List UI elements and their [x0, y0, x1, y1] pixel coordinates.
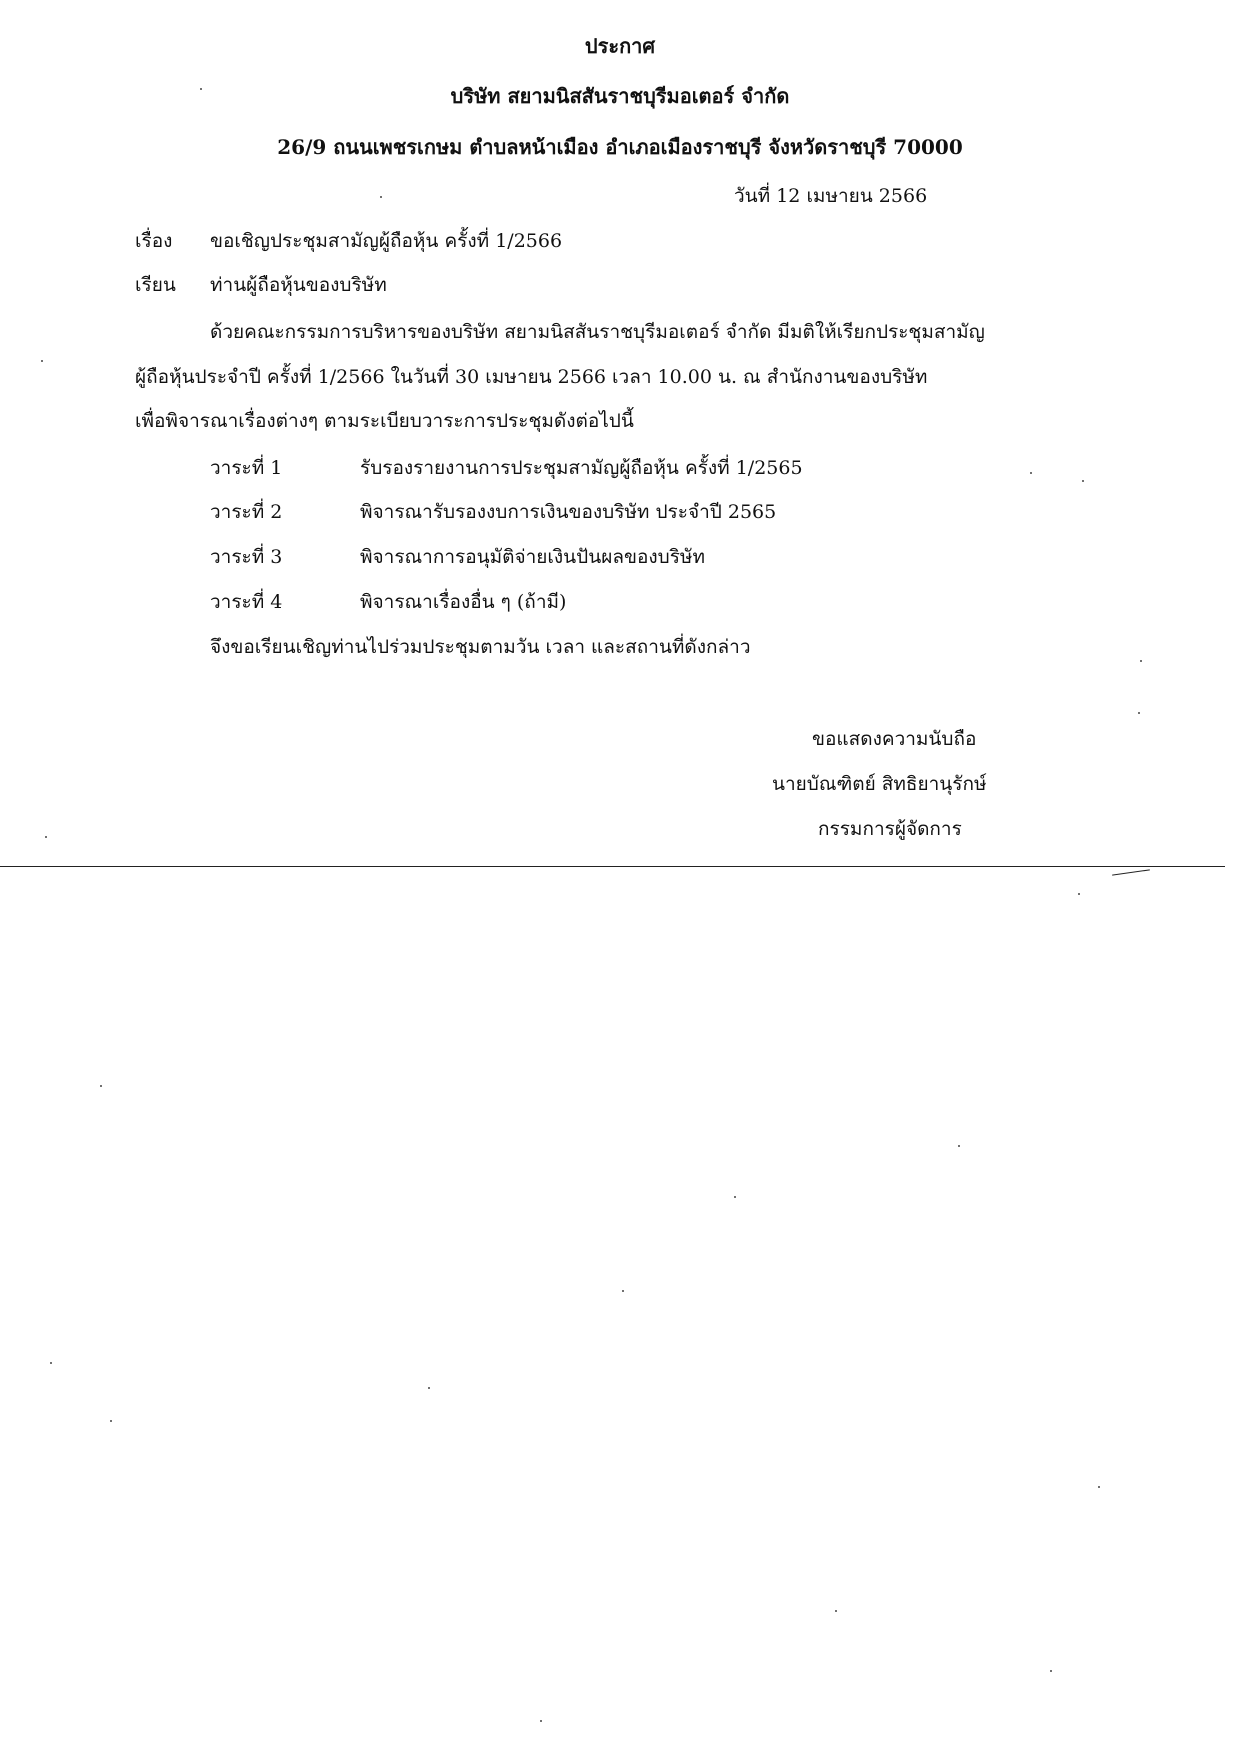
- announcement-title: ประกาศ: [584, 34, 656, 58]
- scan-speck: [835, 1610, 837, 1612]
- signature-position: กรรมการผู้จัดการ: [818, 818, 962, 840]
- recipient-label: เรียน: [135, 274, 176, 296]
- signature-regards: ขอแสดงความนับถือ: [812, 728, 977, 750]
- scan-speck: [1078, 893, 1080, 895]
- signature-name: นายบัณฑิตย์ สิทธิยานุรักษ์: [772, 773, 987, 795]
- agenda-number-4: วาระที่ 4: [210, 591, 283, 613]
- scan-speck: [1138, 712, 1140, 714]
- horizontal-divider: [0, 866, 1225, 867]
- company-name: บริษัท สยามนิสสันราชบุรีมอเตอร์ จำกัด: [450, 84, 790, 108]
- scan-speck: [45, 836, 47, 838]
- scan-speck: [200, 88, 202, 90]
- body-line-1: ด้วยคณะกรรมการบริหารของบริษัท สยามนิสสันราชบุรีมอเตอร์ จำกัด มีมติให้เรียกประชุมสามัญ: [210, 321, 985, 343]
- body-line-2: ผู้ถือหุ้นประจำปี ครั้งที่ 1/2566 ในวันที่ 30 เมษายน 2566 เวลา 10.00 น. ณ สำนักงานของบริษัท: [135, 366, 928, 388]
- agenda-text-2: พิจารณารับรองงบการเงินของบริษัท ประจำปี 2565: [360, 501, 777, 523]
- scan-speck: [1140, 660, 1142, 662]
- subject-label: เรื่อง: [135, 230, 173, 252]
- scan-speck: [1050, 1670, 1052, 1672]
- agenda-text-1: รับรองรายงานการประชุมสามัญผู้ถือหุ้น ครั้งที่ 1/2565: [360, 457, 803, 479]
- agenda-text-4: พิจารณาเรื่องอื่น ๆ (ถ้ามี): [360, 591, 567, 613]
- company-address: 26/9 ถนนเพชรเกษม ตำบลหน้าเมือง อำเภอเมืองราชบุรี จังหวัดราชบุรี 70000: [277, 135, 963, 159]
- divider-pen-mark: [1112, 869, 1150, 875]
- scan-speck: [540, 1720, 542, 1722]
- scan-speck: [734, 1196, 736, 1198]
- scan-speck: [958, 1145, 960, 1147]
- subject-text: ขอเชิญประชุมสามัญผู้ถือหุ้น ครั้งที่ 1/2566: [210, 230, 563, 252]
- agenda-number-2: วาระที่ 2: [210, 501, 283, 523]
- recipient-text: ท่านผู้ถือหุ้นของบริษัท: [210, 274, 387, 296]
- scan-speck: [380, 196, 382, 198]
- scan-speck: [428, 1387, 430, 1389]
- agenda-number-3: วาระที่ 3: [210, 546, 283, 568]
- scan-speck: [41, 360, 43, 362]
- body-line-3: เพื่อพิจารณาเรื่องต่างๆ ตามระเบียบวาระการประชุมดังต่อไปนี้: [135, 410, 634, 432]
- agenda-number-1: วาระที่ 1: [210, 457, 283, 479]
- announcement-date: วันที่ 12 เมษายน 2566: [734, 185, 928, 207]
- scan-speck: [110, 1420, 112, 1422]
- closing-sentence: จึงขอเรียนเชิญท่านไปร่วมประชุมตามวัน เวลา และสถานที่ดังกล่าว: [210, 636, 751, 658]
- scan-speck: [1030, 472, 1032, 474]
- scan-speck: [50, 1362, 52, 1364]
- scan-speck: [1098, 1486, 1100, 1488]
- scan-speck: [1082, 480, 1084, 482]
- scan-speck: [622, 1290, 624, 1292]
- agenda-text-3: พิจารณาการอนุมัติจ่ายเงินปันผลของบริษัท: [360, 546, 705, 568]
- scan-speck: [100, 1085, 102, 1087]
